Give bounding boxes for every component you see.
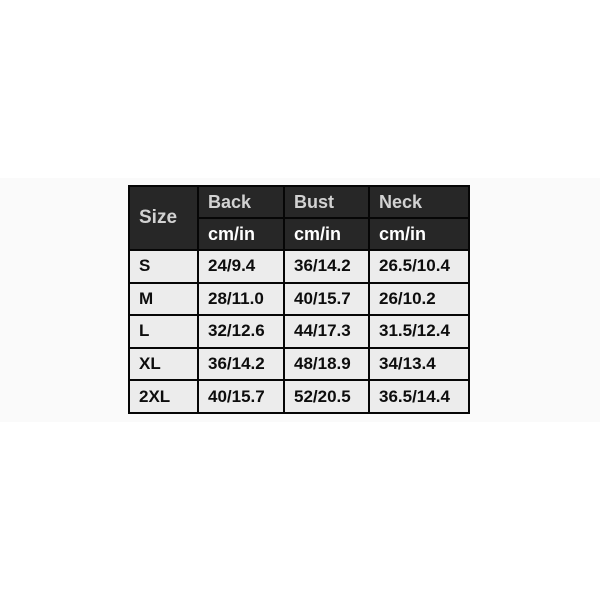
table-row-2xl [129, 380, 469, 413]
cell-l-size: L [129, 315, 198, 348]
cell-xl-back: 36/14.2 [198, 348, 284, 381]
cell-m-neck: 26/10.2 [369, 283, 469, 316]
cell-xl-bust: 48/18.9 [284, 348, 369, 381]
back-unit-header: cm/in [198, 218, 284, 250]
table-row-s [129, 250, 469, 283]
cell-xl-neck: 34/13.4 [369, 348, 469, 381]
bust-unit-header: cm/in [284, 218, 369, 250]
cell-s-bust: 36/14.2 [284, 250, 369, 283]
cell-2xl-bust: 52/20.5 [284, 380, 369, 413]
cell-s-neck: 26.5/10.4 [369, 250, 469, 283]
table-row-m [129, 283, 469, 316]
neck-column-header: Neck [369, 186, 469, 218]
size-chart-body [129, 250, 469, 413]
size-chart-background [0, 178, 600, 422]
cell-l-back: 32/12.6 [198, 315, 284, 348]
cell-xl-size: XL [129, 348, 198, 381]
cell-2xl-neck: 36.5/14.4 [369, 380, 469, 413]
cell-s-back: 24/9.4 [198, 250, 284, 283]
neck-unit-header: cm/in [369, 218, 469, 250]
cell-2xl-back: 40/15.7 [198, 380, 284, 413]
back-column-header: Back [198, 186, 284, 218]
cell-m-back: 28/11.0 [198, 283, 284, 316]
size-chart-table [128, 185, 470, 414]
table-row-l [129, 315, 469, 348]
cell-s-size: S [129, 250, 198, 283]
cell-l-neck: 31.5/12.4 [369, 315, 469, 348]
size-column-header: Size [129, 186, 198, 250]
cell-2xl-size: 2XL [129, 380, 198, 413]
cell-m-size: M [129, 283, 198, 316]
size-chart-header [129, 186, 469, 250]
cell-m-bust: 40/15.7 [284, 283, 369, 316]
header-row-measures [129, 186, 469, 218]
table-row-xl [129, 348, 469, 381]
cell-l-bust: 44/17.3 [284, 315, 369, 348]
bust-column-header: Bust [284, 186, 369, 218]
